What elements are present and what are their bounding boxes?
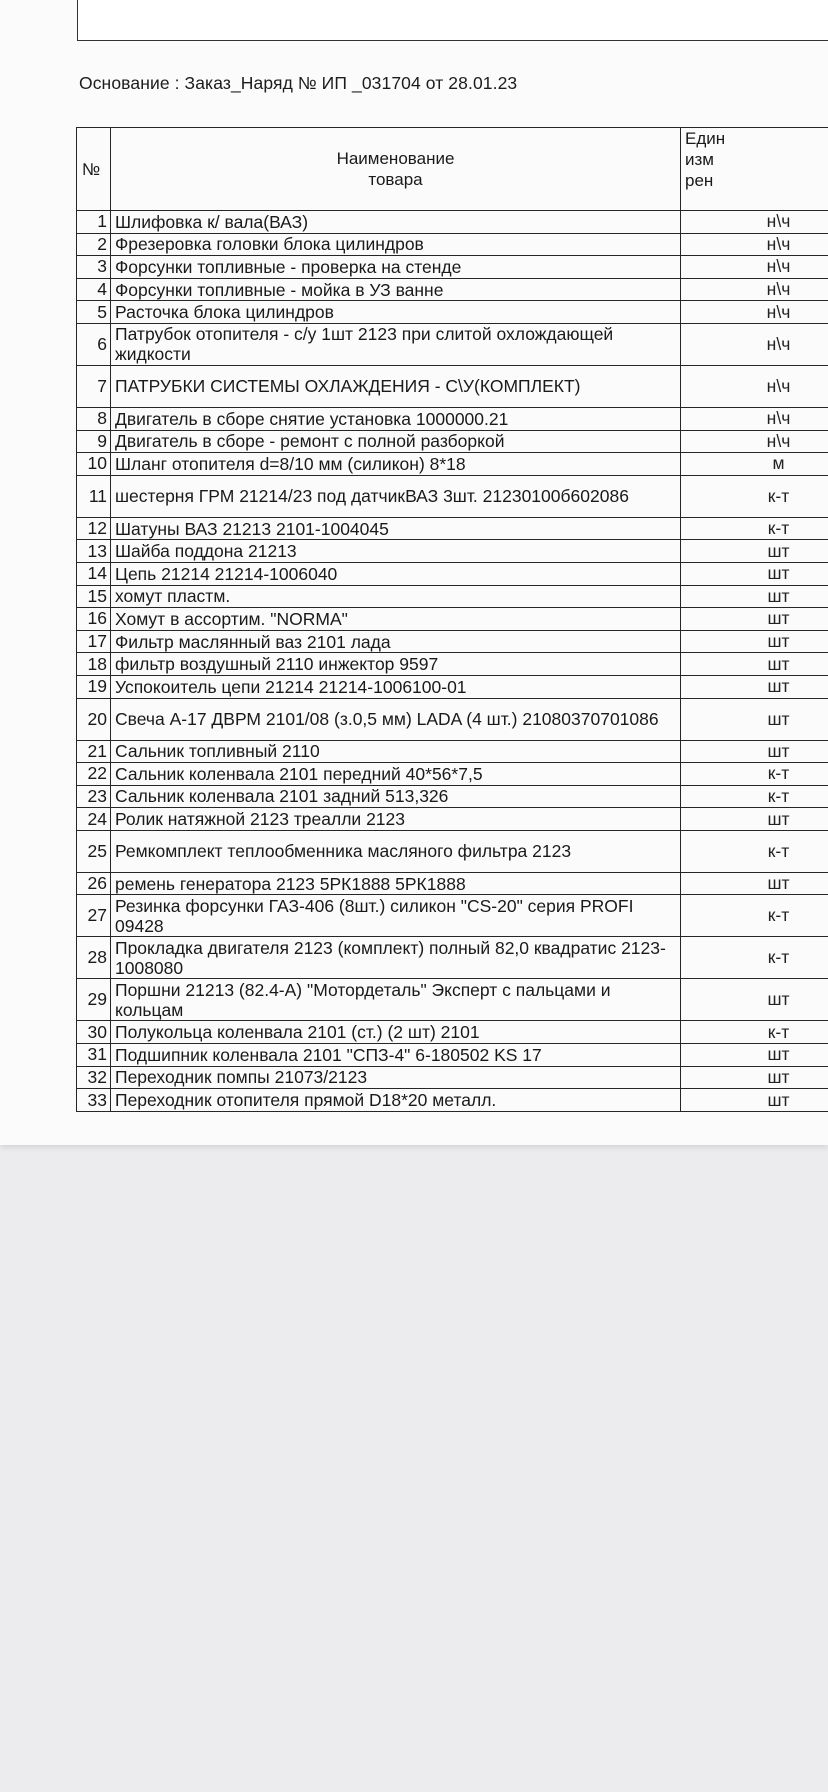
table-row — [77, 517, 828, 540]
table-row — [77, 475, 828, 517]
row-number: 20 — [77, 698, 111, 740]
table-row — [77, 453, 828, 476]
row-item-name: Двигатель в сборе - ремонт с полной разборкой — [111, 430, 681, 453]
row-number: 12 — [77, 517, 111, 540]
row-item-name: Цепь 21214 21214-1006040 — [111, 562, 681, 585]
row-unit: к-т — [681, 475, 828, 517]
row-unit: к-т — [681, 517, 828, 540]
table-row — [77, 937, 828, 979]
row-number: 19 — [77, 675, 111, 698]
row-number: 4 — [77, 278, 111, 301]
table-row — [77, 301, 828, 324]
row-item-name: Переходник помпы 21073/2123 — [111, 1066, 681, 1089]
table-row — [77, 785, 828, 808]
row-number: 29 — [77, 979, 111, 1021]
row-item-name: Успокоитель цепи 21214 21214-1006100-01 — [111, 675, 681, 698]
row-unit: шт — [681, 540, 828, 563]
row-item-name: Подшипник коленвала 2101 "СПЗ-4" 6-180502 KS 17 — [111, 1044, 681, 1067]
table-row — [77, 1021, 828, 1044]
row-unit: к-т — [681, 937, 828, 979]
row-number: 11 — [77, 475, 111, 517]
row-unit: шт — [681, 740, 828, 763]
row-item-name: Шлифовка к/ вала(ВАЗ) — [111, 211, 681, 234]
row-number: 30 — [77, 1021, 111, 1044]
row-unit: шт — [681, 608, 828, 631]
row-number: 26 — [77, 872, 111, 895]
row-item-name: Сальник топливный 2110 — [111, 740, 681, 763]
row-unit: н\ч — [681, 407, 828, 430]
row-item-name: Переходник отопителя прямой D18*20 металл. — [111, 1089, 681, 1112]
row-number: 31 — [77, 1044, 111, 1067]
row-item-name: Ролик натяжной 2123 треалли 2123 — [111, 808, 681, 831]
row-unit: шт — [681, 1089, 828, 1112]
row-number: 17 — [77, 630, 111, 653]
table-row — [77, 979, 828, 1021]
row-unit: шт — [681, 1066, 828, 1089]
table-row — [77, 653, 828, 676]
basis-line: Основание : Заказ_Наряд № ИП _031704 от 28.01.23 — [79, 73, 518, 93]
table-row — [77, 630, 828, 653]
row-number: 23 — [77, 785, 111, 808]
table-row — [77, 698, 828, 740]
row-item-name: Расточка блока цилиндров — [111, 301, 681, 324]
table-row — [77, 1089, 828, 1112]
row-unit: к-т — [681, 895, 828, 937]
table-row — [77, 608, 828, 631]
row-item-name: Патрубок отопителя - с/у 1шт 2123 при слитой охлождающей жидкости — [111, 323, 681, 365]
table-row — [77, 278, 828, 301]
row-unit: к-т — [681, 1021, 828, 1044]
row-number: 13 — [77, 540, 111, 563]
row-item-name: Прокладка двигателя 2123 (комплект) полный 82,0 квадратис 2123-1008080 — [111, 937, 681, 979]
row-unit: н\ч — [681, 323, 828, 365]
row-item-name: Полукольца коленвала 2101 (ст.) (2 шт) 2101 — [111, 1021, 681, 1044]
row-unit: н\ч — [681, 365, 828, 407]
row-number: 6 — [77, 323, 111, 365]
row-item-name: Резинка форсунки ГАЗ-406 (8шт.) силикон "CS-20" серия PROFI 09428 — [111, 895, 681, 937]
row-item-name: Фильтр маслянный ваз 2101 лада — [111, 630, 681, 653]
row-number: 10 — [77, 453, 111, 476]
items-table — [76, 127, 828, 1112]
table-row — [77, 808, 828, 831]
table-header-row — [77, 128, 828, 211]
table-row — [77, 872, 828, 895]
row-number: 24 — [77, 808, 111, 831]
table-row — [77, 830, 828, 872]
row-item-name: Поршни 21213 (82.4-А) "Мотордеталь" Эксперт с пальцами и кольцам — [111, 979, 681, 1021]
row-number: 25 — [77, 830, 111, 872]
table-row — [77, 1044, 828, 1067]
row-number: 18 — [77, 653, 111, 676]
row-item-name: Форсунки топливные - мойка в УЗ ванне — [111, 278, 681, 301]
row-unit: к-т — [681, 763, 828, 786]
row-item-name: Шатуны ВАЗ 21213 2101-1004045 — [111, 517, 681, 540]
row-unit: шт — [681, 1044, 828, 1067]
row-item-name: Шайба поддона 21213 — [111, 540, 681, 563]
row-number: 27 — [77, 895, 111, 937]
row-number: 1 — [77, 211, 111, 234]
row-item-name: ремень генератора 2123 5РК1888 5РК1888 — [111, 872, 681, 895]
table-row — [77, 407, 828, 430]
row-number: 8 — [77, 407, 111, 430]
row-unit: шт — [681, 585, 828, 608]
row-item-name: фильтр воздушный 2110 инжектор 9597 — [111, 653, 681, 676]
table-row — [77, 895, 828, 937]
row-item-name: Сальник коленвала 2101 передний 40*56*7,5 — [111, 763, 681, 786]
row-item-name: Двигатель в сборе снятие установка 1000000.21 — [111, 407, 681, 430]
row-number: 2 — [77, 233, 111, 256]
row-unit: к-т — [681, 830, 828, 872]
row-item-name: Фрезеровка головки блока цилиндров — [111, 233, 681, 256]
row-number: 5 — [77, 301, 111, 324]
table-row — [77, 540, 828, 563]
table-row — [77, 323, 828, 365]
table-row — [77, 675, 828, 698]
row-item-name: Форсунки топливные - проверка на стенде — [111, 256, 681, 279]
row-unit: н\ч — [681, 430, 828, 453]
row-number: 14 — [77, 562, 111, 585]
row-unit: шт — [681, 872, 828, 895]
table-row — [77, 763, 828, 786]
row-unit: н\ч — [681, 233, 828, 256]
header-num: № — [77, 128, 111, 211]
table-row — [77, 365, 828, 407]
row-number: 21 — [77, 740, 111, 763]
table-row — [77, 585, 828, 608]
row-number: 9 — [77, 430, 111, 453]
table-row — [77, 1066, 828, 1089]
row-unit: н\ч — [681, 256, 828, 279]
row-number: 15 — [77, 585, 111, 608]
table-row — [77, 740, 828, 763]
row-unit: н\ч — [681, 211, 828, 234]
row-number: 32 — [77, 1066, 111, 1089]
table-row — [77, 233, 828, 256]
row-unit: шт — [681, 562, 828, 585]
row-number: 28 — [77, 937, 111, 979]
row-item-name: Хомут в ассортим. "NORMA" — [111, 608, 681, 631]
row-unit: шт — [681, 675, 828, 698]
row-unit: к-т — [681, 785, 828, 808]
row-unit: шт — [681, 979, 828, 1021]
row-unit: шт — [681, 808, 828, 831]
row-number: 33 — [77, 1089, 111, 1112]
row-unit: н\ч — [681, 301, 828, 324]
row-item-name: Ремкомплект теплообменника масляного фильтра 2123 — [111, 830, 681, 872]
row-unit: м — [681, 453, 828, 476]
table-row — [77, 211, 828, 234]
top-info-box — [77, 0, 828, 41]
table-row — [77, 562, 828, 585]
row-number: 3 — [77, 256, 111, 279]
row-unit: н\ч — [681, 278, 828, 301]
table-row — [77, 430, 828, 453]
row-unit: шт — [681, 630, 828, 653]
row-number: 7 — [77, 365, 111, 407]
row-item-name: ПАТРУБКИ СИСТЕМЫ ОХЛАЖДЕНИЯ - С\У(КОМПЛЕКТ) — [111, 365, 681, 407]
row-item-name: Сальник коленвала 2101 задний 513,326 — [111, 785, 681, 808]
row-item-name: шестерня ГРМ 21214/23 под датчикВАЗ 3шт. 21230100б602086 — [111, 475, 681, 517]
row-unit: шт — [681, 653, 828, 676]
row-item-name: хомут пластм. — [111, 585, 681, 608]
row-item-name: Свеча А-17 ДВРМ 2101/08 (з.0,5 мм) LADA (4 шт.) 21080370701086 — [111, 698, 681, 740]
row-unit: шт — [681, 698, 828, 740]
row-number: 16 — [77, 608, 111, 631]
row-number: 22 — [77, 763, 111, 786]
header-name: Наименование товара — [111, 128, 681, 211]
header-unit: Един изм рен — [681, 128, 828, 211]
row-item-name: Шланг отопителя d=8/10 мм (силикон) 8*18 — [111, 453, 681, 476]
table-row — [77, 256, 828, 279]
